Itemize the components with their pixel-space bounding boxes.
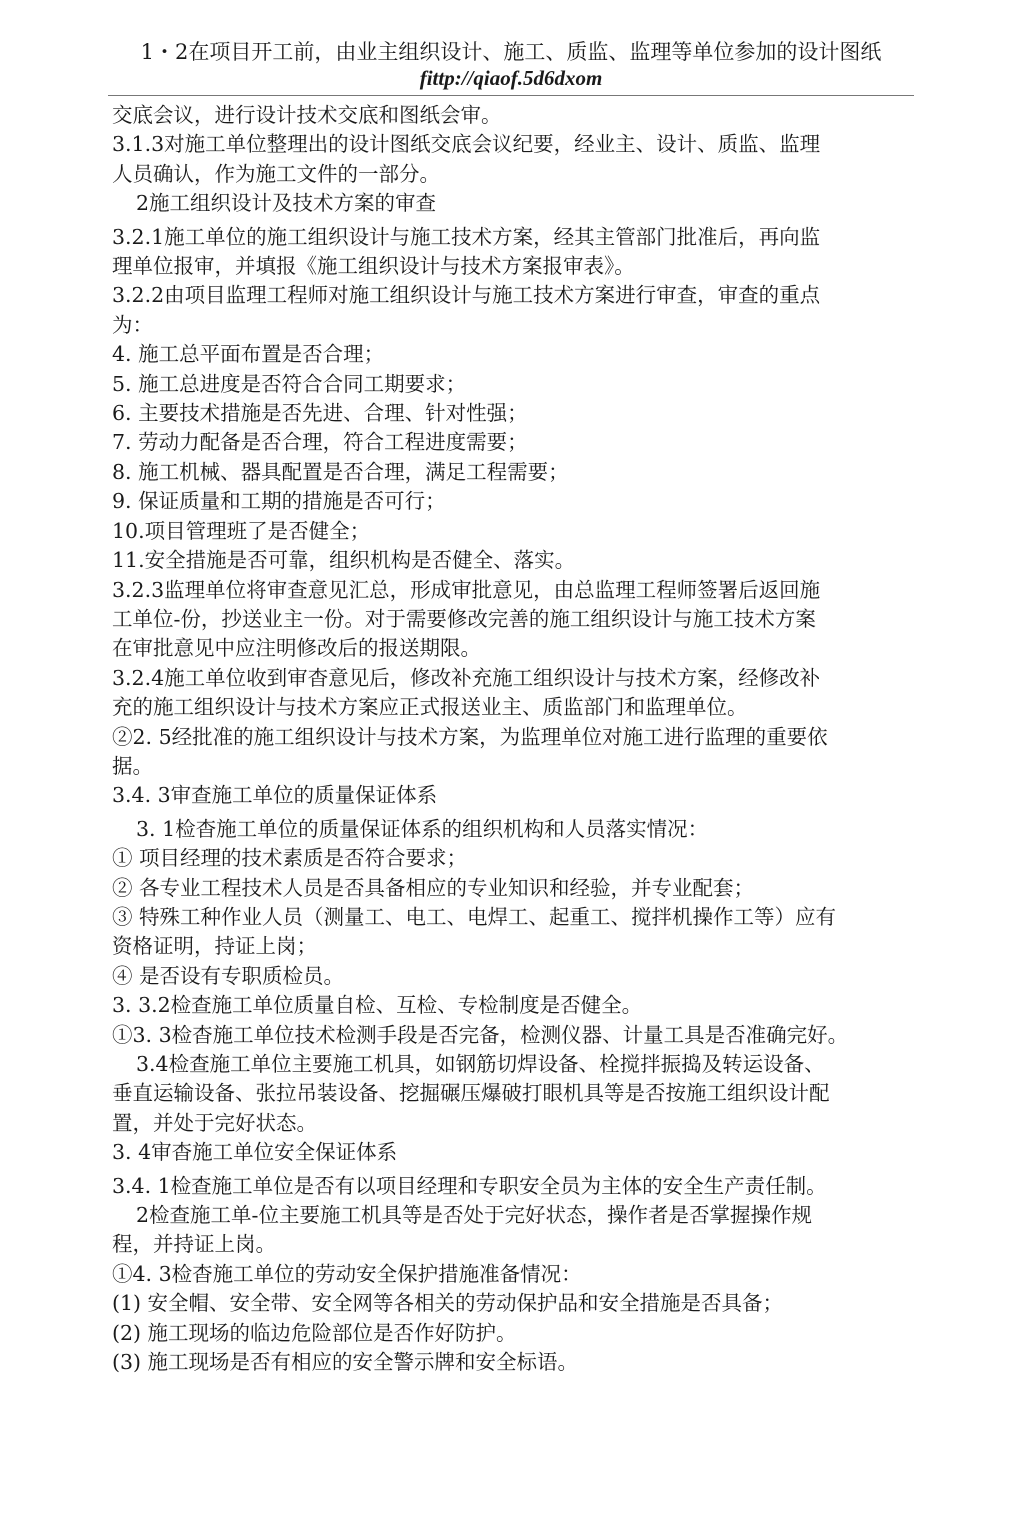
text-line: 人员确认，作为施工文件的一部分。 xyxy=(112,161,440,186)
header-title: 1・2在项目开工前，由业主组织设计、施工、质监、监理等单位参加的设计图纸 xyxy=(140,40,882,64)
text-line: 3.4. 1检查施工单位是否有以项目经理和专职安全员为主体的安全生产责任制。 xyxy=(112,1173,827,1198)
list-item: 4. 施工总平面布置是否合理； xyxy=(112,342,385,367)
section-heading: 3.4. 3审查施工单位的质量保证体系 xyxy=(112,783,438,808)
text-line: 3.2.3监理单位将审查意见汇总，形成审批意见，由总监理工程师签署后返回施 xyxy=(112,577,821,602)
section-heading: 3. 4审杳施工单位安全保证体系 xyxy=(112,1140,398,1165)
text-line: ②2. 5经批准的施工组织设计与技术方案，为监理单位对施工进行监理的重要依 xyxy=(112,724,828,749)
page-header xyxy=(108,38,914,90)
text-line: 置，并处于完好状态。 xyxy=(112,1110,317,1135)
header-url: fittp://qiaof.5d6dxom xyxy=(419,66,603,90)
list-item: 11.安全措施是否可靠，组织机构是否健全、落实。 xyxy=(112,548,576,573)
text-line: 工单位-份，抄送业主一份。对于需要修改完善的施工组织设计与施工技术方案 xyxy=(112,606,816,631)
list-item: ① 项目经理的技术素质是否符合要求； xyxy=(112,846,468,871)
text-line: ①4. 3检杳施工单位的劳动安全保护措施准备情况： xyxy=(112,1261,582,1286)
document-body xyxy=(112,101,912,1377)
text-line: 3. 1检杳施工单位的质量保证体系的组织机构和人员落实情况： xyxy=(136,816,709,841)
text-line: 充的施工组织设计与技术方案应正式报送业主、质监部门和监理单位。 xyxy=(112,695,748,720)
list-item: 7. 劳动力配备是否合理，符合工程进度需要； xyxy=(112,430,528,455)
list-item: ② 各专业工程技术人员是否具备相应的专业知识和经验，并专业配套； xyxy=(112,875,755,900)
list-item: 8. 施工机械、器具配置是否合理，满足工程需要； xyxy=(112,459,569,484)
text-line: ①3. 3检杳施工单位技术检测手段是否完备，检测仪器、计量工具是否准确完好。 xyxy=(112,1022,849,1047)
text-line: 为： xyxy=(112,312,153,337)
list-item: 9. 保证质量和工期的措施是否可行； xyxy=(112,489,446,514)
list-item: ④ 是否设有专职质检员。 xyxy=(112,963,345,988)
text-line: 3.4检查施工单位主要施工机具，如钢筋切焊设备、栓搅拌振捣及转运设备、 xyxy=(136,1052,825,1076)
section-heading: 2施工组织设计及技术方案的审查 xyxy=(136,191,437,216)
text-line: 资格证明，持证上岗； xyxy=(112,934,317,959)
header-divider xyxy=(108,95,914,96)
text-line: 垂直运输设备、张拉吊装设备、挖掘碾压爆破打眼机具等是否按施工组织设计配 xyxy=(112,1081,830,1106)
list-item: 5. 施工总进度是否符合合同工期要求； xyxy=(112,371,467,396)
text-line: 据。 xyxy=(112,753,153,778)
text-line: 3.2.2由项目监理工程师对施工组织设计与施工技术方案进行审查，审查的重点 xyxy=(112,283,821,308)
list-item: (1) 安全帽、安全带、安全网等各相关的劳动保护品和安全措施是否具备； xyxy=(112,1291,784,1316)
text-line: 程，并持证上岗。 xyxy=(112,1232,276,1257)
list-item: ③ 特殊工种作业人员（测量工、电工、电焊工、起重工、搅拌机操作工等）应有 xyxy=(112,904,837,929)
text-line: 3. 3.2检查施工单位质量自检、互检、专检制度是否健全。 xyxy=(112,993,643,1018)
text-line: 2检查施工单-位主要施工机具等是否处于完好状态，操作者是否掌握操作规 xyxy=(136,1203,812,1228)
list-item: 10.项目管理班了是否健全； xyxy=(112,518,371,543)
list-item: 6. 主要技术措施是否先进、合理、针对性强； xyxy=(112,401,528,426)
text-line: 交底会议，进行设计技术交底和图纸会审。 xyxy=(112,103,502,127)
text-line: 3.2.4施工单位收到审杳意见后，修改补充施工组织设计与技术方案，经修改补 xyxy=(112,665,821,690)
list-item: (3) 施工现场是否有相应的安全警示牌和安全标语。 xyxy=(112,1350,579,1375)
list-item: (2) 施工现场的临边危险部位是否作好防护。 xyxy=(112,1320,517,1345)
text-line: 3.2.1施工单位的施工组织设计与施工技术方案，经其主管部门批准后，再向监 xyxy=(112,224,821,249)
text-line: 在审批意见中应注明修改后的报送期限。 xyxy=(112,636,481,661)
text-line: 3.1.3对施工单位整理出的设计图纸交底会议纪要，经业主、设计、质监、监理 xyxy=(112,132,821,157)
text-line: 理单位报审，并填报《施工组织设计与技术方案报审表》。 xyxy=(112,254,635,279)
